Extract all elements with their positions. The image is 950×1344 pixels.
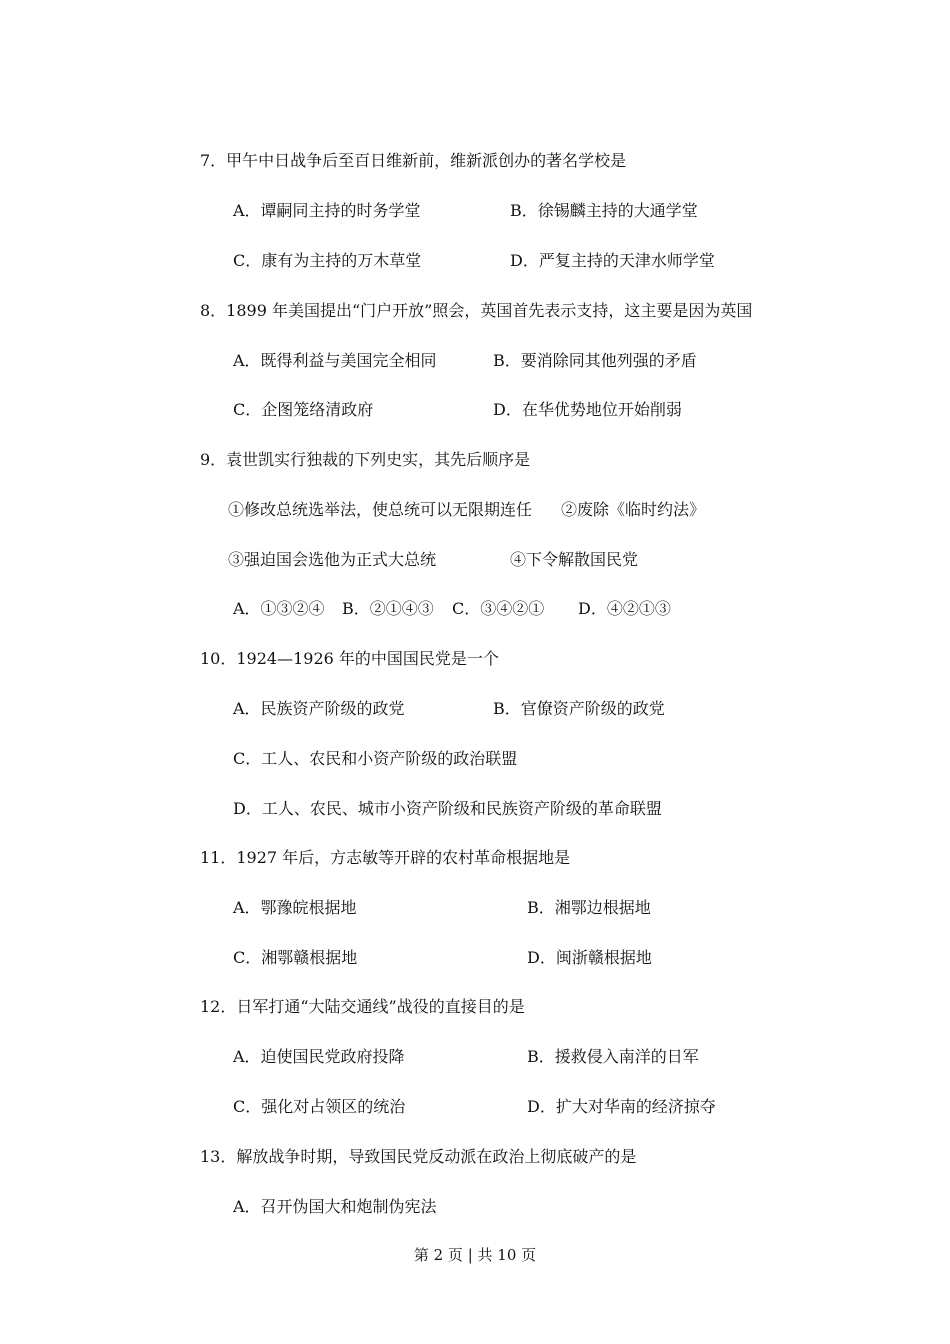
question-10-stem: 10．1924—1926 年的中国国民党是一个 (200, 649, 499, 668)
question-10-option-a: A．民族资产阶级的政党 (233, 699, 405, 718)
question-9-item-4: ④下令解散国民党 (510, 550, 639, 569)
question-7-option-d: D．严复主持的天津水师学堂 (510, 251, 715, 270)
question-7-option-a: A．谭嗣同主持的时务学堂 (233, 201, 421, 220)
question-8-option-a: A．既得利益与美国完全相同 (233, 351, 437, 370)
question-10-option-c: C．工人、农民和小资产阶级的政治联盟 (233, 749, 518, 768)
question-9-stem: 9．袁世凯实行独裁的下列史实，其先后顺序是 (200, 450, 531, 469)
question-11-stem: 11．1927 年后，方志敏等开辟的农村革命根据地是 (200, 848, 571, 867)
page-footer: 第 2 页 | 共 10 页 (413, 1246, 537, 1264)
question-11-option-a: A．鄂豫皖根据地 (233, 898, 357, 917)
question-8-stem: 8．1899 年美国提出“门户开放”照会，英国首先表示支持，这主要是因为英国 (200, 301, 753, 320)
question-11-option-c: C．湘鄂赣根据地 (233, 948, 358, 967)
question-7-stem: 7．甲午中日战争后至百日维新前，维新派创办的著名学校是 (200, 151, 627, 170)
question-9-option-c: C．③④②① (452, 599, 545, 618)
question-10-option-d: D．工人、农民、城市小资产阶级和民族资产阶级的革命联盟 (233, 799, 662, 818)
question-9-option-a: A．①③②④ (233, 599, 325, 618)
question-12-stem: 12．日军打通“大陆交通线”战役的直接目的是 (200, 997, 525, 1016)
question-9-item-3: ③强迫国会选他为正式大总统 (228, 550, 437, 569)
question-8-option-d: D．在华优势地位开始削弱 (493, 400, 682, 419)
question-9-item-2: ②废除《临时约法》 (561, 500, 706, 519)
question-9-option-d: D．④②①③ (578, 599, 671, 618)
question-13-stem: 13．解放战争时期，导致国民党反动派在政治上彻底破产的是 (200, 1147, 637, 1166)
question-12-option-a: A．迫使国民党政府投降 (233, 1047, 405, 1066)
question-9-option-b: B．②①④③ (342, 599, 434, 618)
question-12-option-c: C．强化对占领区的统治 (233, 1097, 406, 1116)
question-8-option-c: C．企图笼络清政府 (233, 400, 374, 419)
question-8-option-b: B．要消除同其他列强的矛盾 (493, 351, 697, 370)
question-12-option-b: B．援救侵入南洋的日军 (527, 1047, 699, 1066)
question-9-item-1: ①修改总统选举法，使总统可以无限期连任 (228, 500, 533, 519)
question-12-option-d: D．扩大对华南的经济掠夺 (527, 1097, 716, 1116)
question-11-option-d: D．闽浙赣根据地 (527, 948, 652, 967)
question-7-option-c: C．康有为主持的万木草堂 (233, 251, 422, 270)
question-11-option-b: B．湘鄂边根据地 (527, 898, 651, 917)
question-7-option-b: B．徐锡麟主持的大通学堂 (510, 201, 698, 220)
question-10-option-b: B．官僚资产阶级的政党 (493, 699, 665, 718)
question-13-option-a: A．召开伪国大和炮制伪宪法 (233, 1197, 437, 1216)
